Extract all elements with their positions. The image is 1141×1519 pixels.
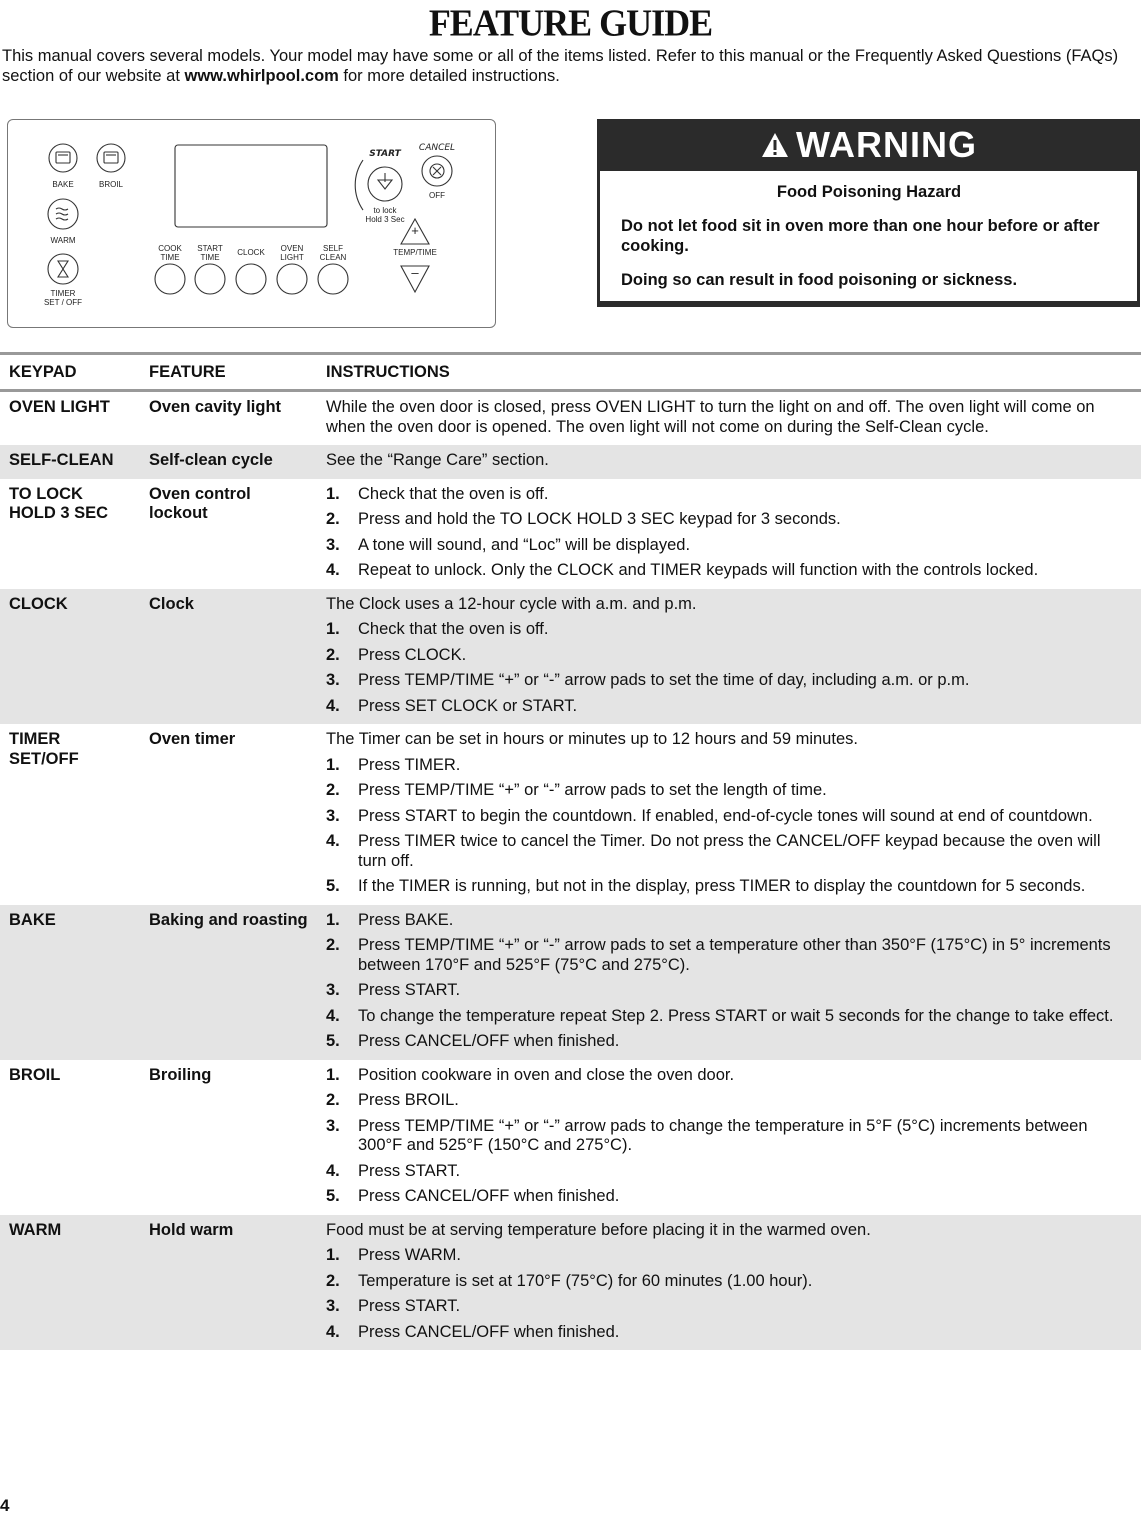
step-number: 3.	[326, 1116, 340, 1135]
off-label: OFF	[429, 191, 445, 200]
keypad-cell: CLOCK	[9, 594, 68, 613]
step-text: Press BROIL.	[358, 1091, 459, 1109]
step-text: Position cookware in oven and close the oven door.	[358, 1065, 735, 1084]
step-text: Press CANCEL/OFF when finished.	[358, 1032, 620, 1050]
step-text: If the TIMER is running, but not in the display, press TIMER to display the countdown for 5 seconds.	[358, 877, 1086, 895]
instruction-step	[326, 485, 1132, 505]
step-number: 2.	[326, 936, 340, 954]
table-row	[0, 1215, 1141, 1351]
header-instructions: INSTRUCTIONS	[326, 363, 450, 381]
step-text: Press CANCEL/OFF when finished.	[358, 1322, 620, 1341]
step-text: Press START.	[358, 1161, 461, 1180]
keypad-cell: TIMER SET/OFF	[9, 730, 79, 768]
step-number: 2.	[326, 1271, 340, 1290]
page-title: FEATURE GUIDE	[428, 2, 713, 45]
keypad-cell: WARM	[9, 1220, 62, 1239]
instruction-step	[326, 981, 1132, 1001]
step-text: Press TEMP/TIME “+” or “-” arrow pads to set the length of time.	[358, 781, 827, 799]
step-number: 5.	[326, 1032, 340, 1050]
step-number: 4.	[326, 1006, 340, 1025]
step-number: 3.	[326, 671, 340, 689]
broil-icon	[104, 152, 118, 163]
step-text: Press CLOCK.	[358, 645, 467, 664]
step-number: 3.	[326, 1297, 340, 1315]
step-text: Press TIMER.	[358, 755, 461, 774]
clock-key	[236, 264, 266, 294]
oven-light-label-2: LIGHT	[280, 253, 304, 262]
keypad-cell: SELF-CLEAN	[9, 451, 114, 469]
feature-cell: Hold warm	[149, 1220, 234, 1239]
warm-label: WARM	[50, 236, 76, 245]
oven-light-label: OVEN	[280, 244, 304, 253]
table-row	[0, 589, 1141, 725]
instruction-step	[326, 536, 1132, 556]
instruction-step	[326, 832, 1132, 871]
start-time-key	[195, 264, 225, 294]
step-number: 3.	[326, 981, 340, 999]
warning-body	[600, 171, 1137, 301]
step-text: Press TIMER twice to cancel the Timer. Do not press the CANCEL/OFF keypad because the oven will turn off.	[358, 832, 1101, 870]
instruction-step	[326, 877, 1132, 897]
warm-icon	[56, 208, 68, 220]
instructions-cell	[326, 595, 1132, 717]
instruction-step	[326, 1246, 1132, 1266]
start-key	[368, 167, 402, 201]
instructions-cell	[326, 911, 1132, 1052]
keypad-cell: OVEN LIGHT	[9, 398, 110, 416]
cook-time-key	[155, 264, 185, 294]
header-feature: FEATURE	[149, 363, 226, 381]
step-text: Press START.	[358, 1297, 461, 1315]
oven-light-key	[277, 264, 307, 294]
instruction-lead: See the “Range Care” section.	[326, 451, 549, 469]
cook-time-label-2: TIME	[160, 253, 180, 262]
table-header	[0, 355, 1141, 389]
step-text: Press CANCEL/OFF when finished.	[358, 1187, 620, 1205]
feature-cell: Self-clean cycle	[149, 451, 273, 469]
instruction-lead: The Timer can be set in hours or minutes up to 12 hours and 59 minutes.	[326, 730, 858, 748]
instruction-step	[326, 697, 1132, 717]
table-row	[0, 392, 1141, 445]
feature-cell: Oven timer	[149, 730, 236, 748]
instructions-cell	[326, 730, 1132, 897]
step-number: 2.	[326, 510, 340, 528]
instructions-cell	[326, 1066, 1132, 1207]
step-number: 5.	[326, 1187, 340, 1205]
instructions-cell	[326, 451, 1132, 471]
step-text: Press and hold the TO LOCK HOLD 3 SEC keypad for 3 seconds.	[358, 510, 841, 528]
intro-paragraph	[2, 46, 1122, 86]
keypad-cell: BAKE	[9, 910, 56, 929]
instructions-cell	[326, 485, 1132, 581]
self-clean-label: SELF	[322, 244, 344, 253]
to-lock-label: to lock	[373, 206, 397, 215]
instruction-step	[326, 510, 1132, 530]
start-time-label: START	[197, 244, 223, 253]
instruction-step	[326, 756, 1132, 776]
website-link[interactable]: www.whirlpool.com	[184, 67, 339, 85]
instruction-lead: While the oven door is closed, press OVEN LIGHT to turn the light on and off. The oven light will come on when the oven door is opened. The oven light will not come on during the Self-Clean cycle.	[326, 398, 1095, 436]
intro-text: This manual covers several models. Your model may have some or all of the items listed. Refer to this manual or the Frequently Asked Questions (FAQs) section of our website at	[2, 47, 1119, 85]
step-number: 1.	[326, 755, 340, 774]
warning-line-2: Doing so can result in food poisoning or sickness.	[621, 271, 1018, 289]
step-number: 2.	[326, 1091, 340, 1109]
feature-cell: Broiling	[149, 1065, 212, 1084]
hourglass-icon	[58, 261, 68, 277]
keypad-cell: BROIL	[9, 1065, 61, 1084]
step-text: Check that the oven is off.	[358, 620, 549, 638]
feature-cell: Oven control lockout	[149, 484, 251, 522]
table-row	[0, 1060, 1141, 1215]
step-number: 3.	[326, 535, 340, 554]
warning-box	[597, 119, 1140, 307]
step-number: 1.	[326, 1246, 340, 1264]
temp-time-label: TEMP/TIME	[393, 248, 437, 257]
display-window	[175, 145, 327, 227]
instruction-step	[326, 1162, 1132, 1182]
instruction-step	[326, 1297, 1132, 1317]
instruction-step	[326, 1032, 1132, 1052]
instruction-step	[326, 1066, 1132, 1086]
instruction-step	[326, 1323, 1132, 1343]
instruction-step	[326, 1272, 1132, 1292]
warning-title: WARNING	[796, 124, 977, 165]
instructions-cell	[326, 398, 1132, 437]
instruction-lead: The Clock uses a 12-hour cycle with a.m. and p.m.	[326, 594, 697, 613]
step-text: Temperature is set at 170°F (75°C) for 60 minutes (1.00 hour).	[358, 1271, 813, 1290]
start-time-label-2: TIME	[200, 253, 220, 262]
step-text: Press START.	[358, 981, 461, 999]
start-arc	[355, 160, 363, 210]
instruction-step	[326, 911, 1132, 931]
minus-label: –	[411, 265, 419, 280]
warning-line-1: Do not let food sit in oven more than one hour before or after cooking.	[621, 217, 1100, 255]
timer-label: TIMER	[50, 289, 76, 298]
page-number: 4	[0, 1496, 10, 1515]
step-text: Repeat to unlock. Only the CLOCK and TIMER keypads will function with the controls locked.	[358, 561, 1039, 579]
step-text: Press TEMP/TIME “+” or “-” arrow pads to set the time of day, including a.m. or p.m.	[358, 671, 970, 689]
step-text: Press START to begin the countdown. If enabled, end-of-cycle tones will sound at end of countdown.	[358, 806, 1093, 825]
step-number: 3.	[326, 806, 340, 825]
step-number: 1.	[326, 620, 340, 638]
step-text: Press BAKE.	[358, 910, 454, 929]
instruction-step	[326, 620, 1132, 640]
plus-label: +	[411, 223, 419, 238]
keypad-cell: TO LOCK HOLD 3 SEC	[9, 484, 109, 522]
broil-label: BROIL	[98, 180, 124, 189]
feature-cell: Clock	[149, 594, 194, 613]
step-number: 4.	[326, 1322, 340, 1341]
self-clean-key	[318, 264, 348, 294]
instruction-step	[326, 671, 1132, 691]
bake-key	[49, 144, 77, 172]
warning-triangle-icon	[760, 131, 790, 159]
bake-icon	[56, 152, 70, 163]
broil-key	[97, 144, 125, 172]
step-text: A tone will sound, and “Loc” will be displayed.	[358, 535, 691, 554]
warning-hazard: Food Poisoning Hazard	[776, 183, 962, 201]
instruction-step	[326, 781, 1132, 801]
step-number: 4.	[326, 832, 340, 850]
step-number: 1.	[326, 910, 340, 929]
timer-setoff-label: SET / OFF	[43, 298, 83, 307]
clock-label: CLOCK	[237, 248, 265, 257]
warning-header	[600, 119, 1137, 171]
table-row	[0, 445, 1141, 479]
instructions-cell	[326, 1221, 1132, 1343]
step-text: Check that the oven is off.	[358, 484, 549, 503]
feature-table-body	[0, 392, 1141, 1350]
table-row	[0, 479, 1141, 589]
control-panel-diagram	[7, 119, 496, 328]
cook-time-label: COOK	[158, 244, 182, 253]
start-label: START	[369, 149, 401, 159]
instruction-step	[326, 1117, 1132, 1156]
table-row	[0, 905, 1141, 1060]
instruction-step	[326, 561, 1132, 581]
instruction-lead: Food must be at serving temperature before placing it in the warmed oven.	[326, 1220, 871, 1239]
step-text: Press WARM.	[358, 1246, 461, 1264]
bake-label: BAKE	[52, 180, 74, 189]
step-text: To change the temperature repeat Step 2. Press START or wait 5 seconds for the change to take effect.	[358, 1006, 1114, 1025]
feature-cell: Baking and roasting	[149, 910, 308, 929]
table-row	[0, 724, 1141, 905]
instruction-step	[326, 1007, 1132, 1027]
step-text: Press TEMP/TIME “+” or “-” arrow pads to set a temperature other than 350°F (175°C) in 5° increments between 170°F and 525°F (75°C and 275°C).	[358, 936, 1111, 974]
header-keypad: KEYPAD	[9, 363, 77, 381]
instruction-step	[326, 1091, 1132, 1111]
step-number: 2.	[326, 645, 340, 664]
step-number: 4.	[326, 696, 340, 715]
feature-cell: Oven cavity light	[149, 398, 282, 416]
step-number: 1.	[326, 1065, 340, 1084]
step-text: Press TEMP/TIME “+” or “-” arrow pads to change the temperature in 5°F (5°C) increments between 300°F and 525°F (150°C and 275°C).	[358, 1116, 1088, 1154]
self-clean-label-2: CLEAN	[319, 253, 347, 262]
cancel-label: CANCEL	[418, 143, 456, 153]
instruction-step	[326, 1187, 1132, 1207]
instruction-step	[326, 936, 1132, 975]
step-text: Press SET CLOCK or START.	[358, 696, 578, 715]
instruction-step	[326, 646, 1132, 666]
instruction-step	[326, 807, 1132, 827]
intro-text-end: for more detailed instructions.	[338, 67, 560, 85]
step-number: 2.	[326, 781, 340, 799]
step-number: 4.	[326, 561, 340, 579]
step-number: 5.	[326, 877, 340, 895]
step-number: 1.	[326, 484, 340, 503]
step-number: 4.	[326, 1161, 340, 1180]
hold-3-sec-label: Hold 3 Sec	[365, 215, 405, 224]
